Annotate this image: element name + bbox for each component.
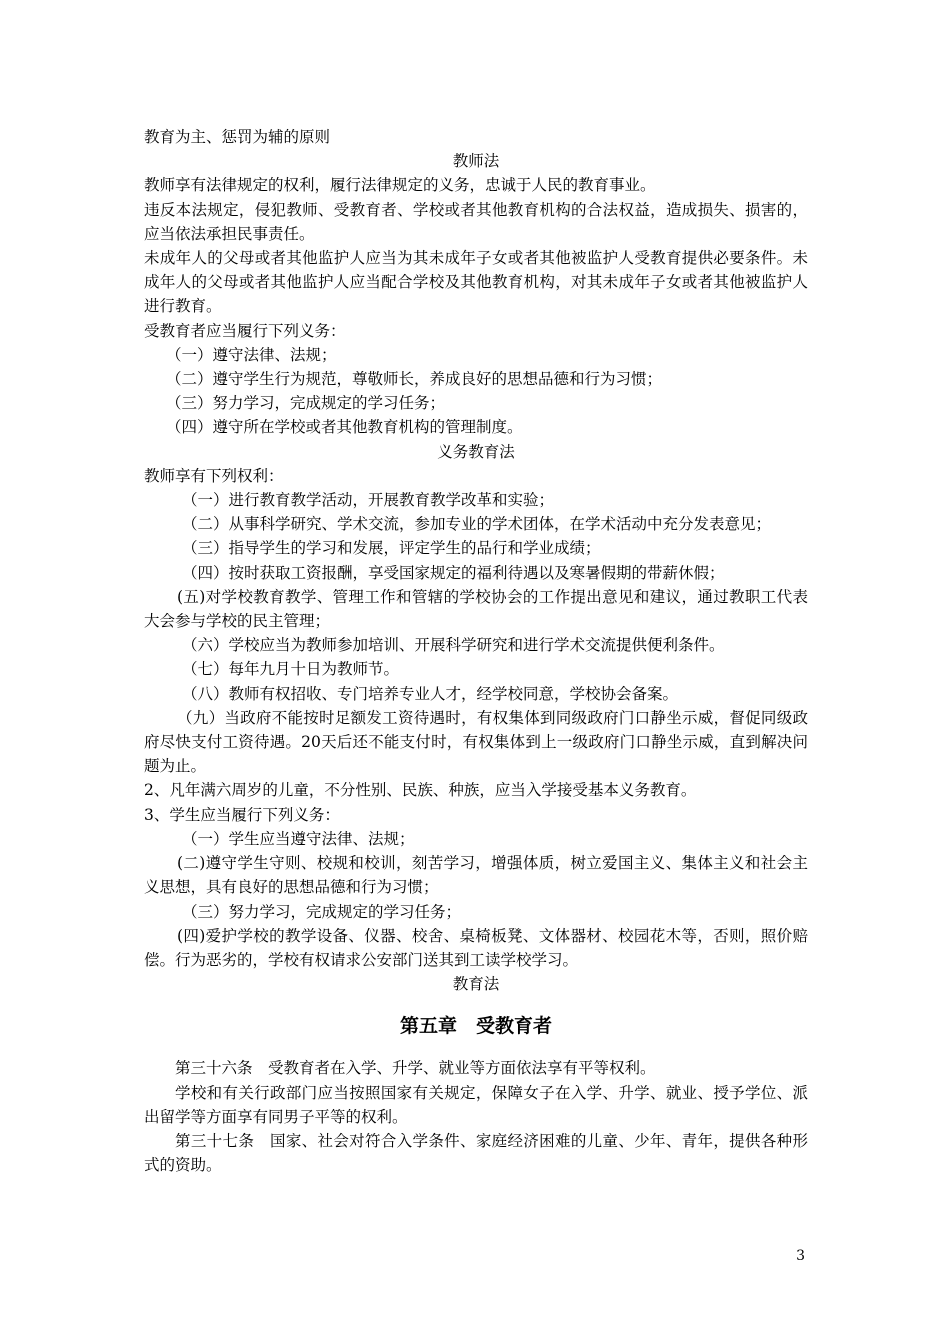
list-item: （二）从事科学研究、学术交流，参加专业的学术团体，在学术活动中充分发表意见；	[182, 515, 772, 534]
list-item: （二）遵守学生行为规范，尊敬师长，养成良好的思想品德和行为习惯；	[166, 370, 663, 389]
list-item: (二)遵守学生守则、校规和校训，刻苦学习，增强体质，树立爱国主义、集体主义和社会主义思想，具有良好的思想品德和行为习惯；	[144, 854, 808, 897]
article-paragraph: 学校和有关行政部门应当按照国家有关规定，保障女子在入学、升学、就业、授予学位、派出留学等方面享有同男子平等的权利。	[144, 1083, 808, 1126]
list-item: (五)对学校教育教学、管理工作和管辖的学校协会的工作提出意见和建议，通过教职工代表大会参与学校的民主管理；	[144, 587, 808, 631]
list-item: （九）当政府不能按时足额发工资待遇时，有权集体到同级政府门口静坐示威，督促同级政府尽快支付工资待遇。20天后还不能支付时，有权集体到上一级政府门口静坐示威，直到解决问题为止。	[144, 708, 808, 776]
list-item: （一）进行教育教学活动，开展教育教学改革和实验；	[182, 491, 555, 510]
paragraph: 受教育者应当履行下列义务：	[144, 321, 346, 340]
list-item: （三）努力学习，完成规定的学习任务；	[182, 902, 462, 921]
list-item: （四）遵守所在学校或者其他教育机构的管理制度。	[166, 418, 523, 437]
list-item: （三）指导学生的学习和发展，评定学生的品行和学业成绩；	[182, 539, 601, 558]
section-title-compulsory-education-law: 义务教育法	[437, 442, 515, 461]
section-title-teacher-law: 教师法	[452, 152, 500, 171]
chapter-heading: 第五章 受教育者	[399, 1015, 552, 1038]
page-number: 3	[796, 1248, 805, 1264]
paragraph: 3、学生应当履行下列义务：	[144, 805, 340, 824]
list-item: （一）遵守法律、法规；	[166, 345, 337, 364]
paragraph: 2、凡年满六周岁的儿童，不分性别、民族、种族，应当入学接受基本义务教育。	[144, 781, 697, 800]
text-line: 教育为主、惩罚为辅的原则	[144, 128, 331, 146]
section-title-education-law: 教育法	[452, 975, 500, 994]
article-paragraph: 第三十六条 受教育者在入学、升学、就业等方面依法享有平等权利。	[175, 1059, 656, 1078]
document-body	[144, 125, 808, 1177]
paragraph: 未成年人的父母或者其他监护人应当为其未成年子女或者其他被监护人受教育提供必要条件。未成年人的父母或者其他监护人应当配合学校及其他教育机构，对其未成年子女或者其他被监护人进行教育。	[144, 249, 808, 316]
list-item: （四）按时获取工资报酬，享受国家规定的福利待遇以及寒暑假期的带薪休假；	[182, 563, 725, 582]
list-item: (四)爱护学校的教学设备、仪器、校舍、桌椅板凳、文体器材、校园花木等，否则，照价赔偿。行为恶劣的，学校有权请求公安部门送其到工读学校学习。	[144, 926, 808, 969]
paragraph: 教师享有下列权利：	[144, 466, 284, 485]
paragraph: 教师享有法律规定的权利，履行法律规定的义务，忠诚于人民的教育事业。	[144, 176, 656, 195]
list-item: （六）学校应当为教师参加培训、开展科学研究和进行学术交流提供便利条件。	[182, 636, 725, 655]
list-item: （一）学生应当遵守法律、法规；	[182, 829, 415, 848]
paragraph: 违反本法规定，侵犯教师、受教育者、学校或者其他教育机构的合法权益，造成损失、损害的，应当依法承担民事责任。	[144, 200, 808, 243]
list-item: （八）教师有权招收、专门培养专业人才，经学校同意，学校协会备案。	[182, 684, 679, 703]
list-item: （三）努力学习，完成规定的学习任务；	[166, 394, 446, 413]
article-paragraph: 第三十七条 国家、社会对符合入学条件、家庭经济困难的儿童、少年、青年，提供各种形式的资助。	[144, 1131, 808, 1175]
list-item: （七）每年九月十日为教师节。	[182, 660, 400, 679]
